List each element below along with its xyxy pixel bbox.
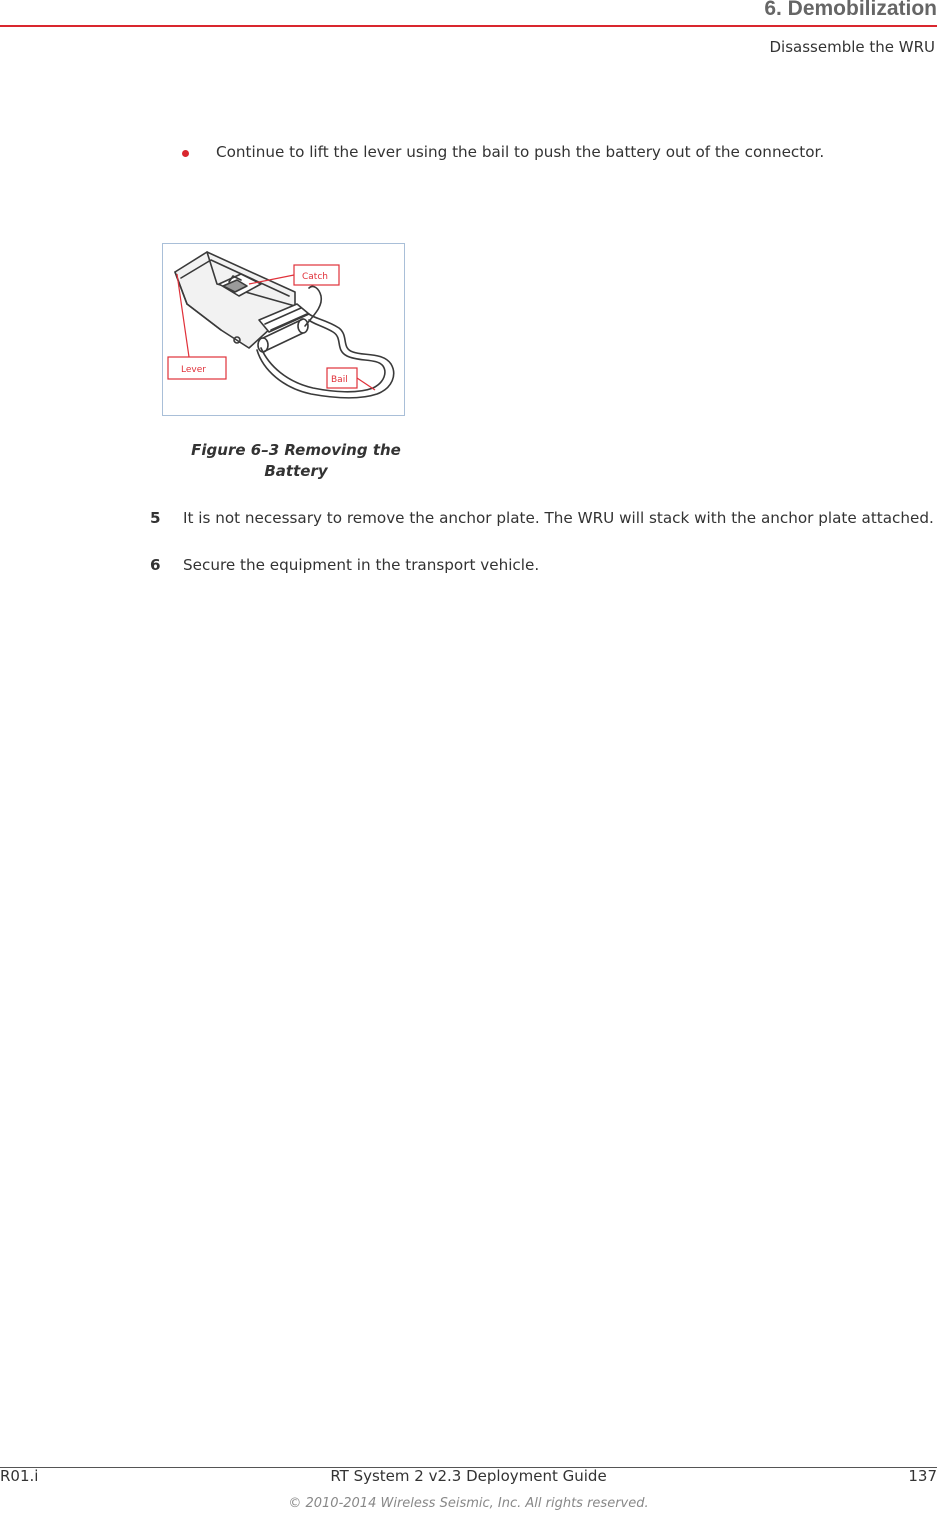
catch-label: Catch [302,272,328,282]
footer-doc-title: RT System 2 v2.3 Deployment Guide [330,1467,607,1485]
figure-caption-line2: Battery [264,462,328,480]
footer-copyright: © 2010-2014 Wireless Seismic, Inc. All rights reserved. [288,1496,649,1511]
step-text: Secure the equipment in the transport vehicle. [183,556,540,574]
figure-caption-line1: Figure 6–3 Removing the [191,441,401,459]
chapter-title: 6. Demobilization [764,0,937,20]
header-rule [0,25,937,27]
step-text: It is not necessary to remove the anchor plate. The WRU will stack with the anchor plate attached. [183,509,934,527]
bullet-dot-icon [182,150,189,157]
footer-page-number: 137 [908,1467,937,1485]
step-number: 6 [150,556,161,574]
bail-label: Bail [331,375,348,385]
lever-label: Lever [181,365,206,375]
figure-caption [170,440,422,482]
bullet-text: Continue to lift the lever using the bail to push the battery out of the connector. [216,143,825,161]
footer-revision: R01.i [0,1467,39,1485]
figure-image [162,243,405,416]
step-number: 5 [150,509,161,527]
section-title: Disassemble the WRU [769,38,935,56]
